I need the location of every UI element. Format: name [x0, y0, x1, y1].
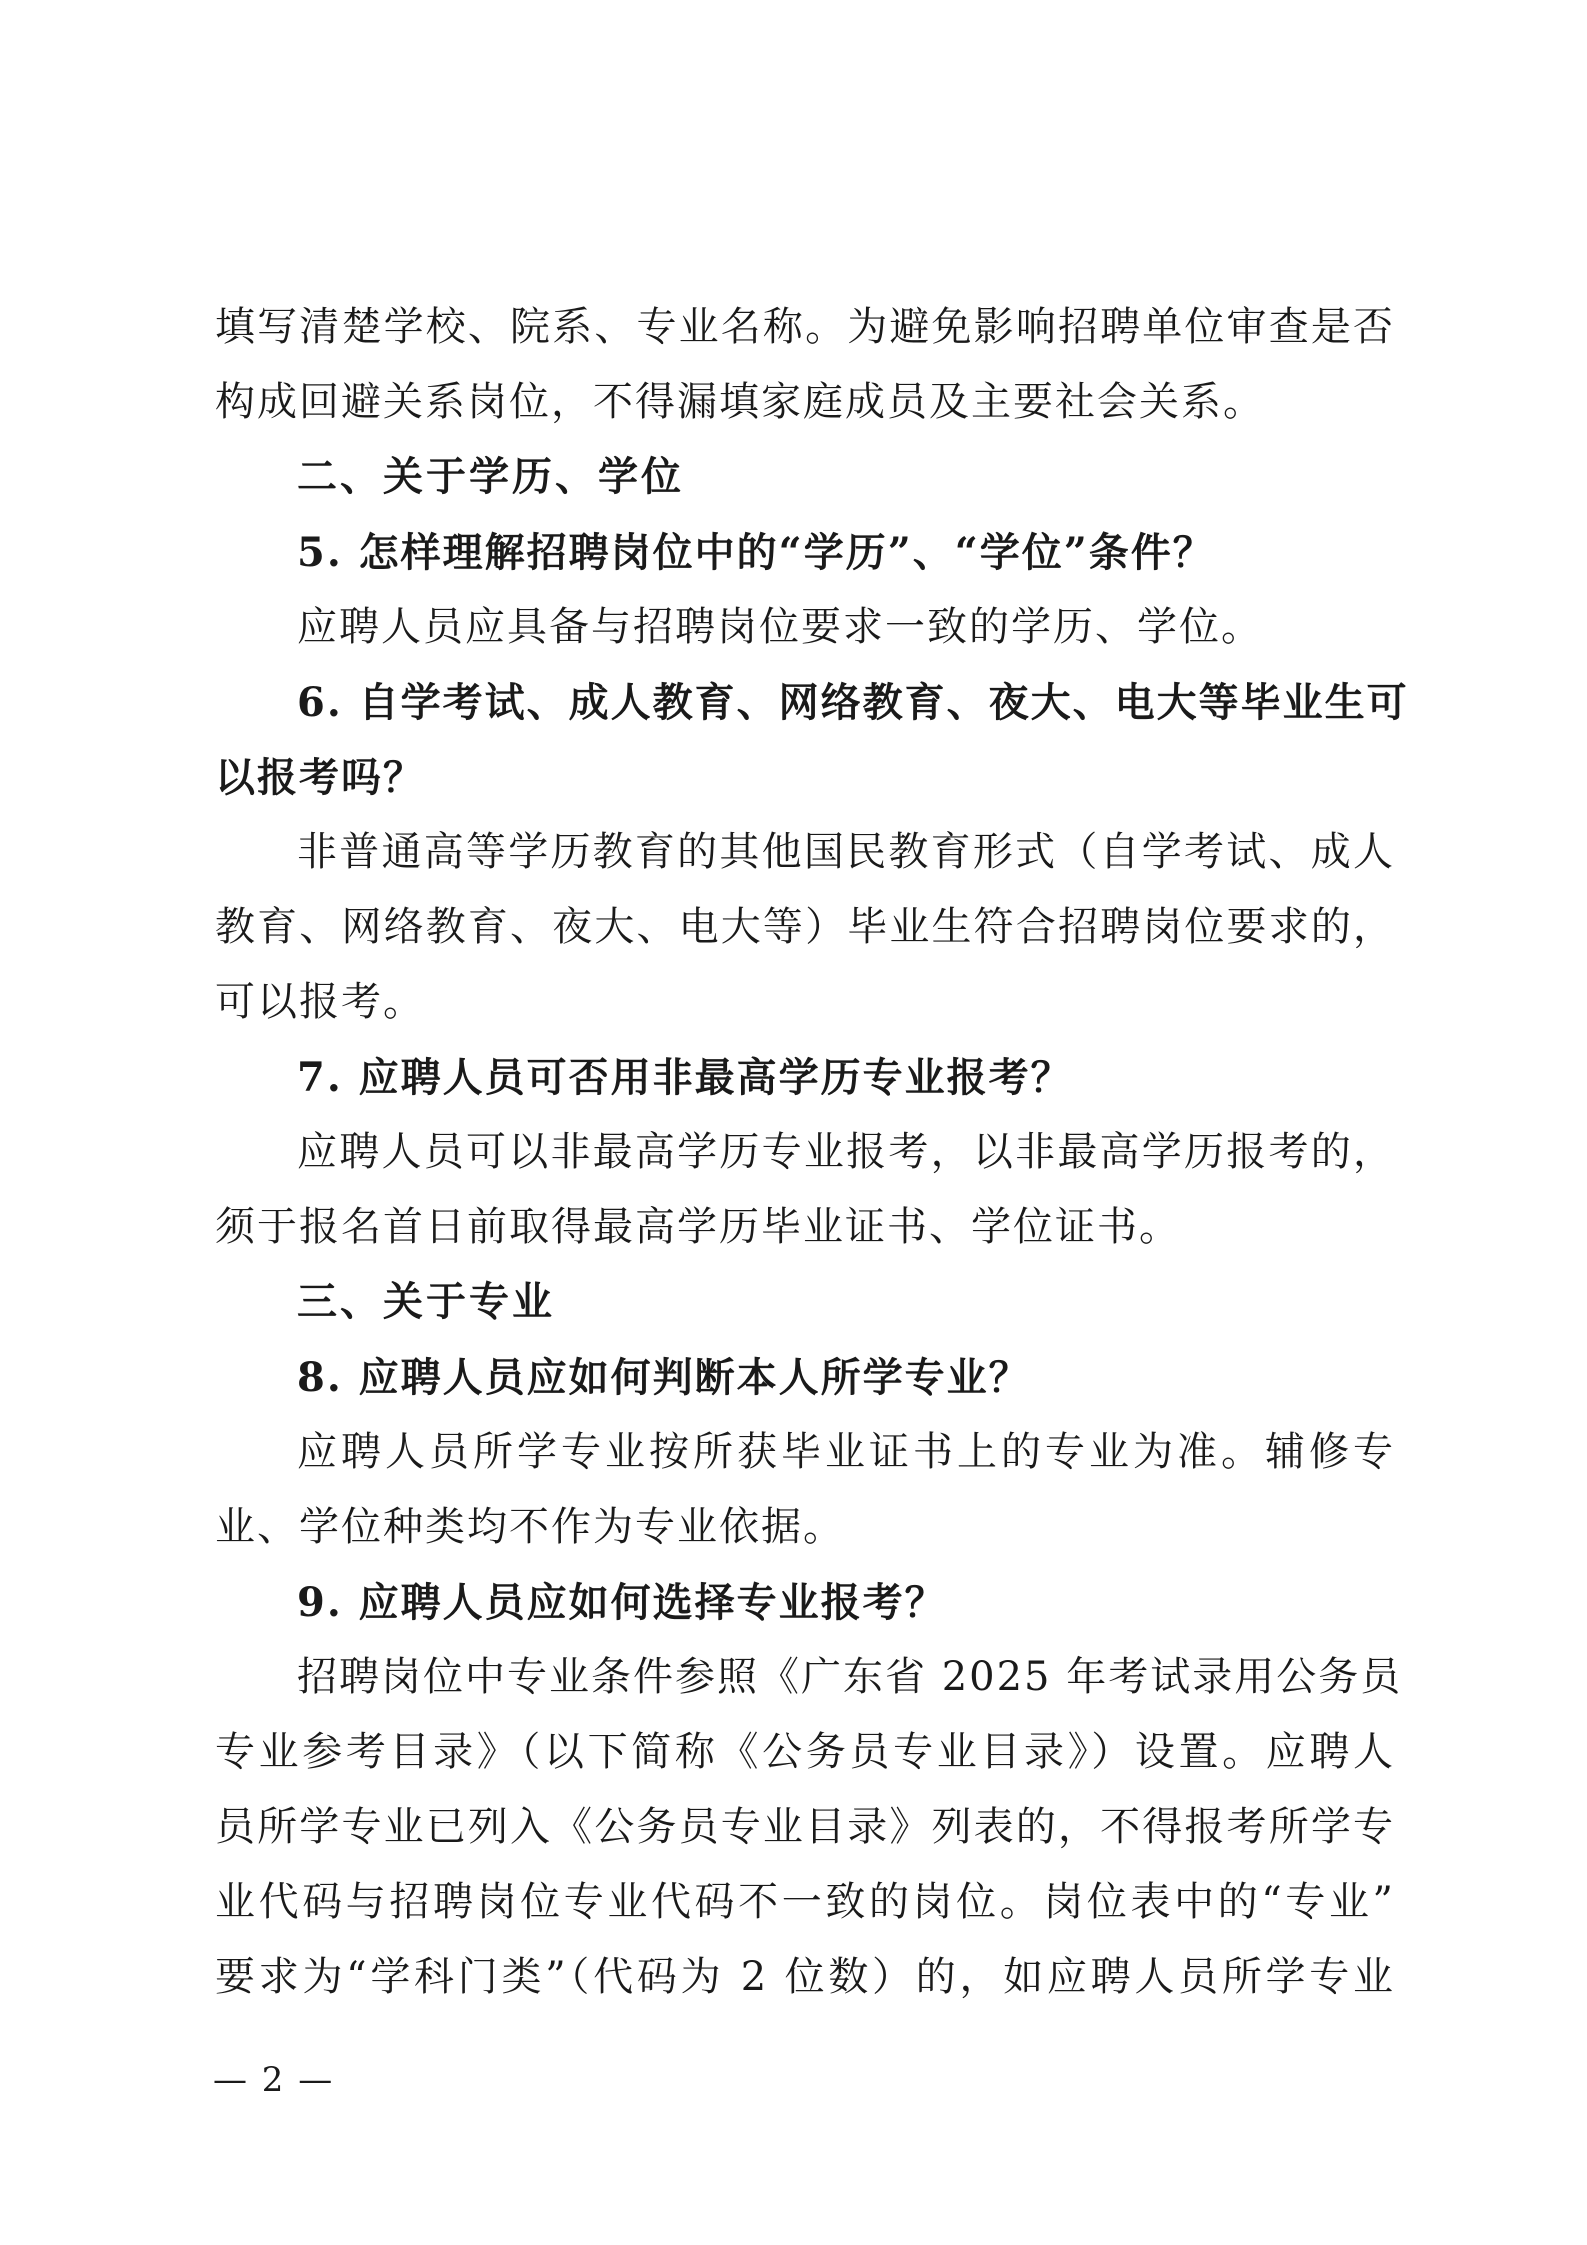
- section-heading: 二、关于学历、学位: [297, 454, 684, 500]
- paragraph-line: 非普通高等学历教育的其他国民教育形式（自学考试、成人: [297, 829, 1395, 875]
- question-heading: 9. 应聘人员应如何选择专业报考？: [297, 1579, 947, 1626]
- document-body: [215, 290, 1409, 2015]
- section-heading: 三、关于专业: [297, 1279, 555, 1325]
- paragraph-line: 填写清楚学校、院系、专业名称。为避免影响招聘单位审查是否: [215, 304, 1395, 350]
- paragraph-line: 业代码与招聘岗位专业代码不一致的岗位。岗位表中的“专业”: [215, 1879, 1395, 1925]
- paragraph-line: 构成回避关系岗位，不得漏填家庭成员及主要社会关系。: [215, 379, 1265, 425]
- paragraph-line: 可以报考。: [215, 979, 425, 1025]
- paragraph-line: 要求为“学科门类”（代码为 2 位数）的，如应聘人员所学专业: [215, 1954, 1395, 2000]
- question-heading: 8. 应聘人员应如何判断本人所学专业？: [297, 1354, 1031, 1401]
- question-heading: 6. 自学考试、成人教育、网络教育、夜大、电大等毕业生可: [297, 679, 1409, 726]
- paragraph-line: 教育、网络教育、夜大、电大等）毕业生符合招聘岗位要求的，: [215, 904, 1395, 950]
- page-number: — 2 —: [213, 2060, 335, 2100]
- question-heading: 5. 怎样理解招聘岗位中的“学历”、“学位”条件？: [297, 529, 1215, 576]
- question-heading: 以报考吗？: [215, 754, 425, 801]
- question-heading: 7. 应聘人员可否用非最高学历专业报考？: [297, 1054, 1073, 1101]
- paragraph-line: 须于报名首日前取得最高学历毕业证书、学位证书。: [215, 1204, 1181, 1250]
- paragraph-line: 应聘人员所学专业按所获毕业证书上的专业为准。辅修专: [297, 1429, 1395, 1475]
- paragraph-line: 应聘人员应具备与招聘岗位要求一致的学历、学位。: [297, 604, 1263, 650]
- paragraph-line: 业、学位种类均不作为专业依据。: [215, 1504, 845, 1550]
- paragraph-line: 招聘岗位中专业条件参照《广东省 2025 年考试录用公务员: [297, 1654, 1403, 1700]
- paragraph-line: 应聘人员可以非最高学历专业报考，以非最高学历报考的，: [297, 1129, 1395, 1175]
- paragraph-line: 专业参考目录》（以下简称《公务员专业目录》）设置。应聘人: [215, 1729, 1395, 1775]
- paragraph-line: 员所学专业已列入《公务员专业目录》列表的，不得报考所学专: [215, 1804, 1395, 1850]
